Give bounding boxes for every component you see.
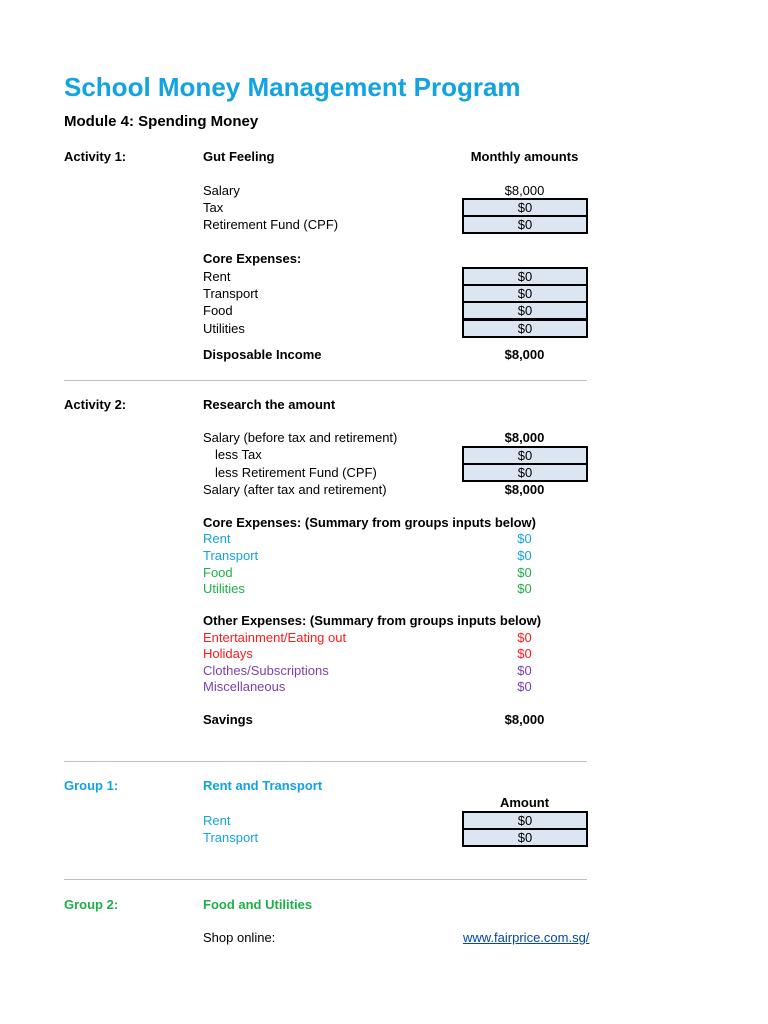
salary-after-value: $8,000	[504, 482, 545, 497]
utilities-label: Utilities	[203, 321, 245, 336]
summary-misc-label: Miscellaneous	[203, 679, 286, 694]
summary-holidays-label: Holidays	[203, 646, 253, 661]
summary-clothes-label: Clothes/Subscriptions	[203, 663, 329, 678]
activity1-heading: Gut Feeling	[203, 149, 275, 164]
activity2-heading: Research the amount	[203, 397, 336, 412]
summary-transport-label: Transport	[203, 548, 259, 563]
salary-before-label: Salary (before tax and retirement)	[203, 430, 398, 445]
food-input[interactable]: $0	[462, 301, 588, 320]
disposable-income-label: Disposable Income	[203, 347, 322, 362]
group1-transport-label: Transport	[203, 830, 259, 845]
summary-transport-value: $0	[517, 548, 532, 563]
group1-label: Group 1:	[64, 778, 119, 793]
savings-value: $8,000	[504, 712, 545, 727]
cpf-label: Retirement Fund (CPF)	[203, 217, 339, 232]
rent-input[interactable]: $0	[462, 267, 588, 286]
summary-food-label: Food	[203, 565, 233, 580]
salary-value: $8,000	[504, 183, 545, 198]
summary-food-value: $0	[517, 565, 532, 580]
monthly-amounts-header: Monthly amounts	[470, 149, 579, 164]
summary-misc-value: $0	[517, 679, 532, 694]
group1-heading: Rent and Transport	[203, 778, 323, 793]
summary-rent-value: $0	[517, 531, 532, 546]
divider	[64, 380, 587, 381]
summary-utilities-value: $0	[517, 581, 532, 596]
less-tax-input[interactable]: $0	[462, 446, 588, 465]
other-summary-heading: Other Expenses: (Summary from groups inputs below)	[203, 613, 542, 628]
food-label: Food	[203, 303, 233, 318]
summary-holidays-value: $0	[517, 646, 532, 661]
transport-input[interactable]: $0	[462, 284, 588, 303]
group1-rent-label: Rent	[203, 813, 231, 828]
divider	[64, 879, 587, 880]
summary-clothes-value: $0	[517, 663, 532, 678]
summary-entertainment-label: Entertainment/Eating out	[203, 630, 347, 645]
salary-before-value: $8,000	[504, 430, 545, 445]
transport-label: Transport	[203, 286, 259, 301]
module-subtitle: Module 4: Spending Money	[64, 113, 259, 130]
less-cpf-input[interactable]: $0	[462, 463, 588, 482]
rent-label: Rent	[203, 269, 231, 284]
disposable-income-value: $8,000	[504, 347, 545, 362]
fairprice-link[interactable]: www.fairprice.com.sg/	[463, 930, 590, 945]
tax-label: Tax	[203, 200, 224, 215]
tax-input[interactable]: $0	[462, 198, 588, 217]
core-expenses-heading: Core Expenses:	[203, 251, 302, 266]
activity2-label: Activity 2:	[64, 397, 127, 412]
less-cpf-label: less Retirement Fund (CPF)	[215, 465, 377, 480]
savings-label: Savings	[203, 712, 253, 727]
group1-transport-input[interactable]: $0	[462, 828, 588, 847]
group2-label: Group 2:	[64, 897, 119, 912]
summary-rent-label: Rent	[203, 531, 231, 546]
group1-rent-input[interactable]: $0	[462, 811, 588, 830]
cpf-input[interactable]: $0	[462, 215, 588, 234]
summary-entertainment-value: $0	[517, 630, 532, 645]
activity1-label: Activity 1:	[64, 149, 127, 164]
less-tax-label: less Tax	[215, 447, 262, 462]
divider	[64, 761, 587, 762]
summary-utilities-label: Utilities	[203, 581, 245, 596]
amount-header: Amount	[499, 795, 550, 810]
shop-online-label: Shop online:	[203, 930, 276, 945]
group2-heading: Food and Utilities	[203, 897, 313, 912]
salary-label: Salary	[203, 183, 240, 198]
salary-after-label: Salary (after tax and retirement)	[203, 482, 387, 497]
page-title: School Money Management Program	[64, 72, 521, 102]
core-summary-heading: Core Expenses: (Summary from groups inputs below)	[203, 515, 536, 530]
utilities-input[interactable]: $0	[462, 319, 588, 338]
